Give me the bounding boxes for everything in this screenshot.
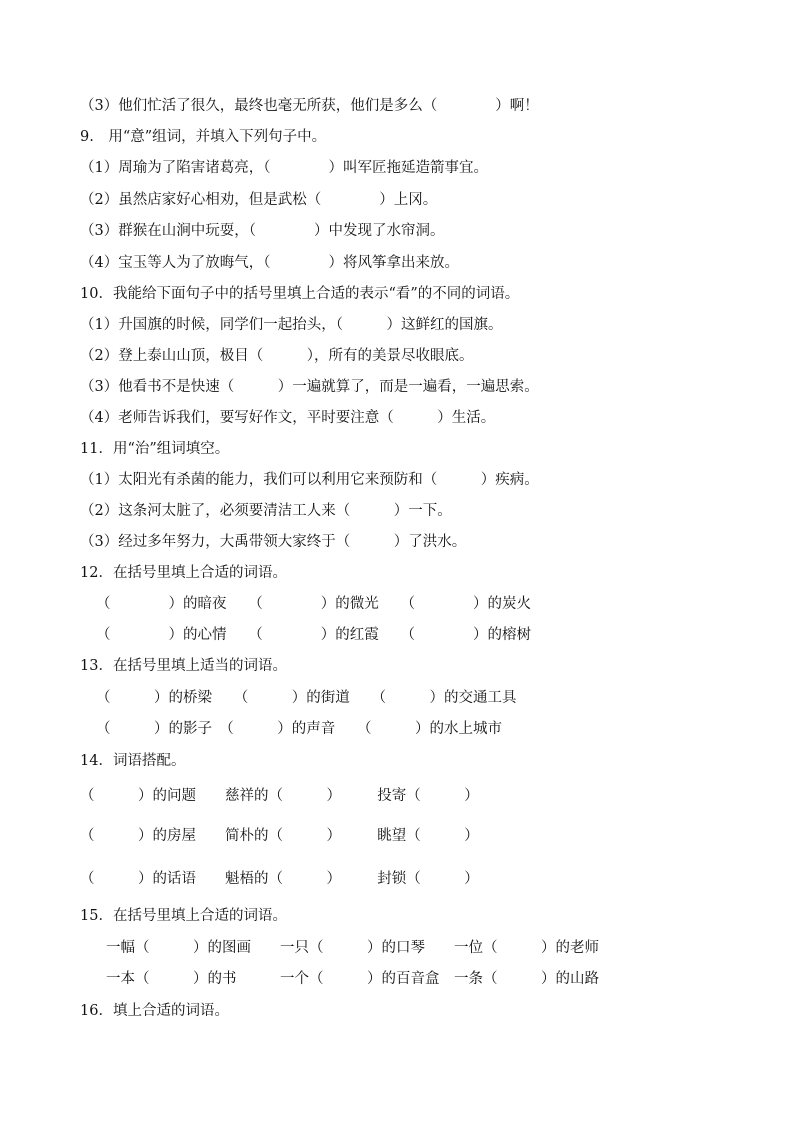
q13-row-1: （ ）的桥梁 （ ）的街道 （ ）的交通工具 — [96, 690, 517, 706]
q12-row-1: （ ）的暗夜 （ ）的微光 （ ）的炭火 — [96, 596, 531, 612]
q9-item-1: （1）周瑜为了陷害诸葛亮，（ ）叫军匠拖延造箭事宜。 — [80, 160, 488, 176]
q10-item-2: （2）登上泰山山顶，极目（ ），所有的美景尽收眼底。 — [80, 348, 474, 364]
q16-heading: 16．填上合适的词语。 — [80, 1003, 229, 1019]
q9-item-2: （2）虽然店家好心相劝，但是武松（ ）上冈。 — [80, 192, 438, 208]
q9-item-4: （4）宝玉等人为了放晦气，（ ）将风筝拿出来放。 — [80, 255, 459, 271]
q14-row-2: （ ）的房屋 简朴的（ ） 眺望（ ） — [80, 828, 479, 844]
q13-row-2: （ ）的影子 （ ）的声音 （ ）的水上城市 — [96, 721, 502, 737]
q10-item-4: （4）老师告诉我们，要写好作文，平时要注意（ ）生活。 — [80, 410, 496, 426]
q11-item-2: （2）这条河太脏了，必须要清洁工人来（ ）一下。 — [80, 503, 452, 519]
q9-heading: 9. 用“意”组词，并填入下列句子中。 — [80, 129, 327, 145]
q11-item-3: （3）经过多年努力，大禹带领大家终于（ ）了洪水。 — [80, 534, 467, 550]
q10-item-3: （3）他看书不是快速（ ）一遍就算了，而是一遍看，一遍思索。 — [80, 379, 539, 395]
q10-heading: 10．我能给下面句子中的括号里填上合适的表示“看”的不同的词语。 — [80, 286, 520, 302]
q11-item-1: （1）太阳光有杀菌的能力，我们可以利用它来预防和（ ）疾病。 — [80, 472, 539, 488]
q14-row-1: （ ）的问题 慈祥的（ ） 投寄（ ） — [80, 788, 479, 804]
q12-row-2: （ ）的心情 （ ）的红霞 （ ）的榕树 — [96, 627, 531, 643]
q12-heading: 12．在括号里填上合适的词语。 — [80, 565, 287, 581]
q8-item-3: （3）他们忙活了很久，最终也毫无所获，他们是多么（ ）啊！ — [80, 98, 539, 114]
q11-heading: 11．用“治”组词填空。 — [80, 441, 230, 457]
q13-heading: 13．在括号里填上适当的词语。 — [80, 658, 287, 674]
q9-item-3: （3）群猴在山涧中玩耍，（ ）中发现了水帘洞。 — [80, 223, 445, 239]
q10-item-1: （1）升国旗的时候，同学们一起抬头，（ ）这鲜红的国旗。 — [80, 317, 503, 333]
q15-row-2: 一本（ ）的书 一个（ ）的百音盒 一条（ ）的山路 — [106, 971, 599, 987]
q15-heading: 15．在括号里填上合适的词语。 — [80, 908, 287, 924]
q14-heading: 14．词语搭配。 — [80, 753, 186, 769]
q15-row-1: 一幅（ ）的图画 一只（ ）的口琴 一位（ ）的老师 — [106, 940, 599, 956]
q14-row-3: （ ）的话语 魁梧的（ ） 封锁（ ） — [80, 871, 479, 887]
